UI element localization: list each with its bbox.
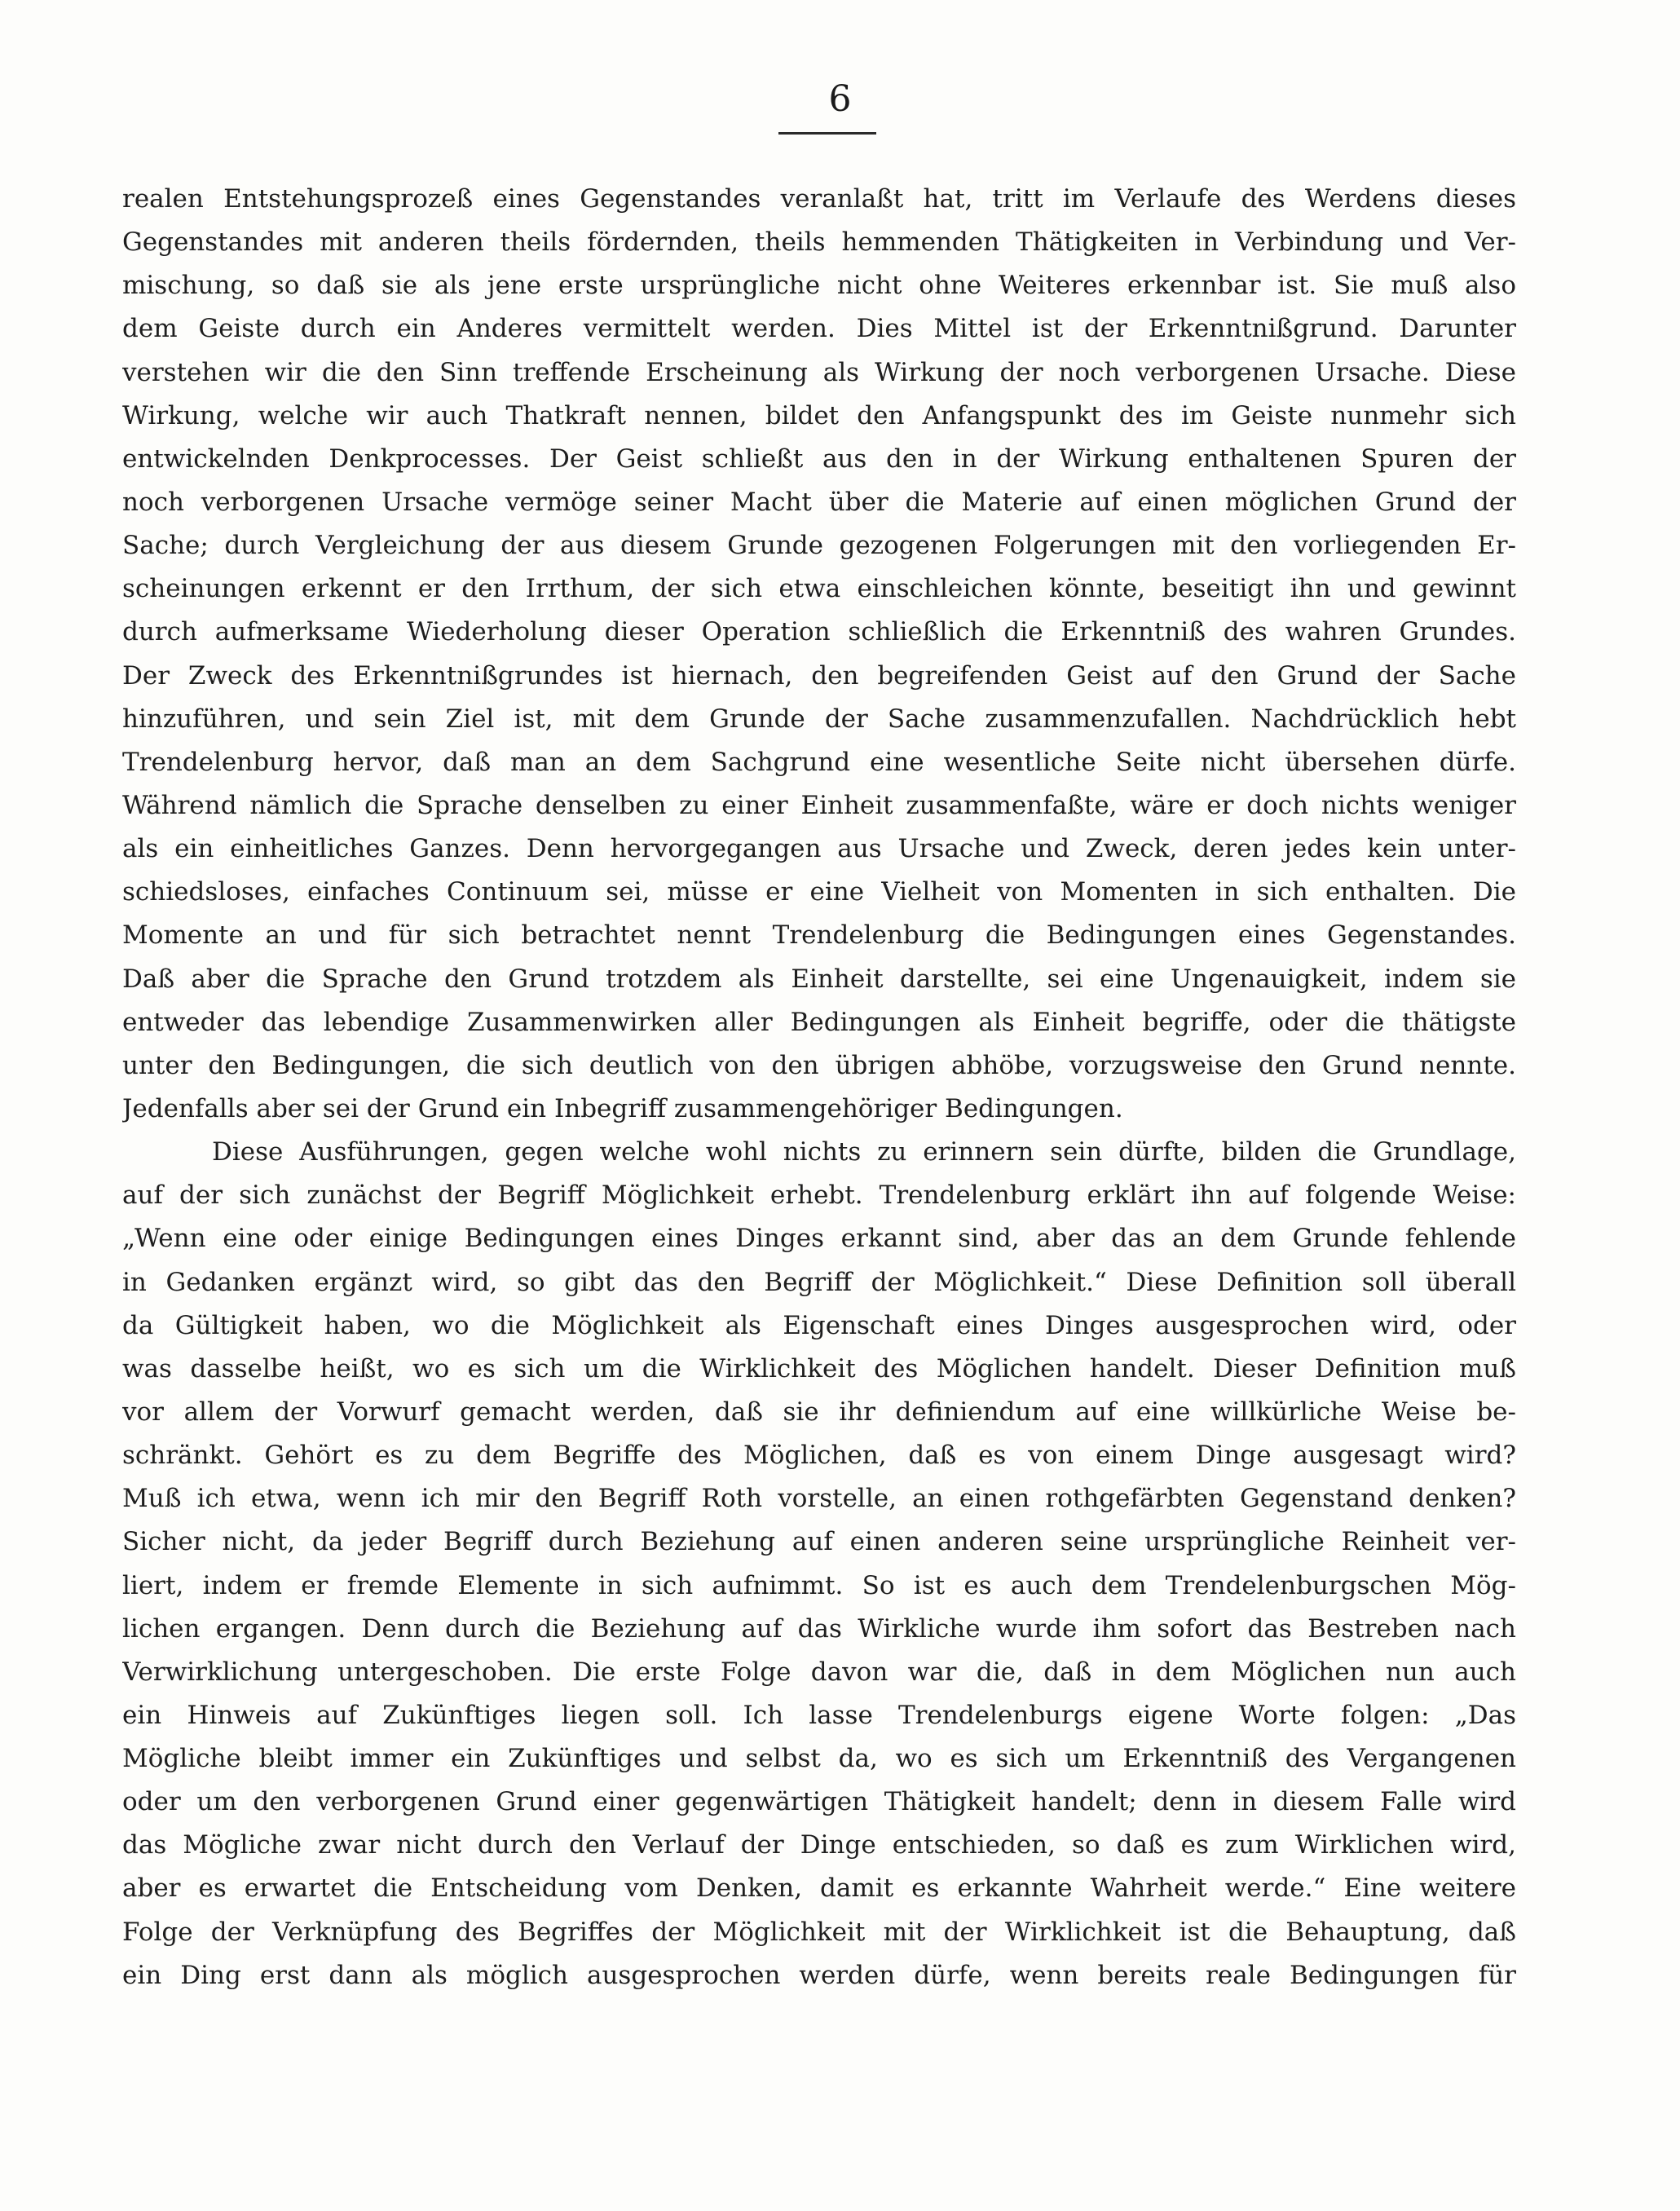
text-line: Verwirklichung untergeschoben. Die erste Folge davon war die, daß in dem Möglichen nun auch	[122, 1657, 1516, 1687]
text-line: mischung, so daß sie als jene erste ursprüngliche nicht ohne Weiteres erkennbar ist. Sie muß also	[122, 271, 1516, 301]
text-line: das Mögliche zwar nicht durch den Verlauf der Dinge entschieden, so daß es zum Wirklichen wird,	[122, 1830, 1516, 1860]
text-line: ein Hinweis auf Zukünftiges liegen soll. Ich lasse Trendelenburgs eigene Worte folgen: „Das	[122, 1700, 1516, 1730]
text-line: aber es erwartet die Entscheidung vom Denken, damit es erkannte Wahrheit werde.“ Eine weitere	[122, 1873, 1516, 1904]
text-line: da Gültigkeit haben, wo die Möglichkeit als Eigenschaft eines Dinges ausgesprochen wird, oder	[122, 1310, 1516, 1340]
page-number-rule	[778, 132, 876, 135]
text-line: scheinungen erkennt er den Irrthum, der sich etwa einschleichen könnte, beseitigt ihn und gewinnt	[122, 574, 1516, 604]
text-line: Momente an und für sich betrachtet nennt Trendelenburg die Bedingungen eines Gegenstandes.	[122, 920, 1516, 951]
text-line: was dasselbe heißt, wo es sich um die Wirklichkeit des Möglichen handelt. Dieser Definition muß	[122, 1353, 1516, 1384]
text-line: Jedenfalls aber sei der Grund ein Inbegriff zusammengehöriger Bedingungen.	[122, 1093, 1123, 1123]
text-line: in Gedanken ergänzt wird, so gibt das den Begriff der Möglichkeit.“ Diese Definition soll überall	[122, 1267, 1516, 1297]
text-line: Diese Ausführungen, gegen welche wohl nichts zu erinnern sein dürfte, bilden die Grundlage,	[212, 1137, 1516, 1167]
text-line: schränkt. Gehört es zu dem Begriffe des Möglichen, daß es von einem Dinge ausgesagt wird?	[122, 1441, 1516, 1471]
text-line: Wirkung, welche wir auch Thatkraft nennen, bildet den Anfangspunkt des im Geiste nunmehr sich	[122, 400, 1516, 430]
text-line: entweder das lebendige Zusammenwirken aller Bedingungen als Einheit begriffe, oder die thätigste	[122, 1007, 1516, 1037]
page-number: 6	[828, 78, 852, 120]
text-line: durch aufmerksame Wiederholung dieser Operation schließlich die Erkenntniß des wahren Grundes.	[122, 617, 1516, 647]
text-line: vor allem der Vorwurf gemacht werden, daß sie ihr definiendum auf eine willkürliche Weise be-	[122, 1397, 1516, 1427]
text-line: noch verborgenen Ursache vermöge seiner Macht über die Materie auf einen möglichen Grund der	[122, 487, 1516, 517]
text-line: realen Entstehungsprozeß eines Gegenstandes veranlaßt hat, tritt im Verlaufe des Werdens dieses	[122, 184, 1516, 214]
paragraph-2	[122, 1131, 1516, 1997]
text-line: Sache; durch Vergleichung der aus diesem Grunde gezogenen Folgerungen mit den vorliegenden Er-	[122, 531, 1516, 561]
text-line: dem Geiste durch ein Anderes vermittelt werden. Dies Mittel ist der Erkenntnißgrund. Darunter	[122, 314, 1516, 344]
text-line: Mögliche bleibt immer ein Zukünftiges und selbst da, wo es sich um Erkenntniß des Vergangenen	[122, 1744, 1516, 1774]
text-line: Muß ich etwa, wenn ich mir den Begriff Roth vorstelle, an einen rothgefärbten Gegenstand denken?	[122, 1484, 1516, 1514]
text-line: Sicher nicht, da jeder Begriff durch Beziehung auf einen anderen seine ursprüngliche Reinheit ver-	[122, 1527, 1516, 1557]
text-line: oder um den verborgenen Grund einer gegenwärtigen Thätigkeit handelt; denn in diesem Falle wird	[122, 1787, 1516, 1817]
text-line: Daß aber die Sprache den Grund trotzdem als Einheit darstellte, sei eine Ungenauigkeit, indem sie	[122, 964, 1516, 994]
text-line: Während nämlich die Sprache denselben zu einer Einheit zusammenfaßte, wäre er doch nichts weniger	[122, 790, 1516, 820]
text-line: lichen ergangen. Denn durch die Beziehung auf das Wirkliche wurde ihm sofort das Bestreben nach	[122, 1613, 1516, 1644]
text-line: auf der sich zunächst der Begriff Möglichkeit erhebt. Trendelenburg erklärt ihn auf folgende Weise:	[122, 1181, 1516, 1211]
text-line: hinzuführen, und sein Ziel ist, mit dem Grunde der Sache zusammenzufallen. Nachdrücklich hebt	[122, 704, 1516, 734]
text-line: Trendelenburg hervor, daß man an dem Sachgrund eine wesentliche Seite nicht übersehen dürfe.	[122, 747, 1516, 777]
body-text	[122, 178, 1516, 1997]
text-line: entwickelnden Denkprocesses. Der Geist schließt aus den in der Wirkung enthaltenen Spuren der	[122, 444, 1516, 474]
text-line: Der Zweck des Erkenntnißgrundes ist hiernach, den begreifenden Geist auf den Grund der Sache	[122, 660, 1516, 691]
text-line: Folge der Verknüpfung des Begriffes der Möglichkeit mit der Wirklichkeit ist die Behauptung, daß	[122, 1917, 1516, 1947]
text-line: unter den Bedingungen, die sich deutlich von den übrigen abhöbe, vorzugsweise den Grund nennte.	[122, 1050, 1516, 1080]
text-line: „Wenn eine oder einige Bedingungen eines Dinges erkannt sind, aber das an dem Grunde fehlende	[122, 1224, 1516, 1254]
text-line: liert, indem er fremde Elemente in sich aufnimmt. So ist es auch dem Trendelenburgschen Mög-	[122, 1570, 1516, 1600]
text-line: Gegenstandes mit anderen theils fördernden, theils hemmenden Thätigkeiten in Verbindung und Ver-	[122, 227, 1516, 258]
text-line: verstehen wir die den Sinn treffende Erscheinung als Wirkung der noch verborgenen Ursache. Diese	[122, 357, 1516, 387]
text-line: ein Ding erst dann als möglich ausgesprochen werden dürfe, wenn bereits reale Bedingungen für	[122, 1960, 1516, 1990]
text-line: schiedsloses, einfaches Continuum sei, müsse er eine Vielheit von Momenten in sich enthalten. Die	[122, 877, 1516, 907]
text-line: als ein einheitliches Ganzes. Denn hervorgegangen aus Ursache und Zweck, deren jedes kein unter-	[122, 834, 1516, 864]
paragraph-1	[122, 178, 1516, 1131]
